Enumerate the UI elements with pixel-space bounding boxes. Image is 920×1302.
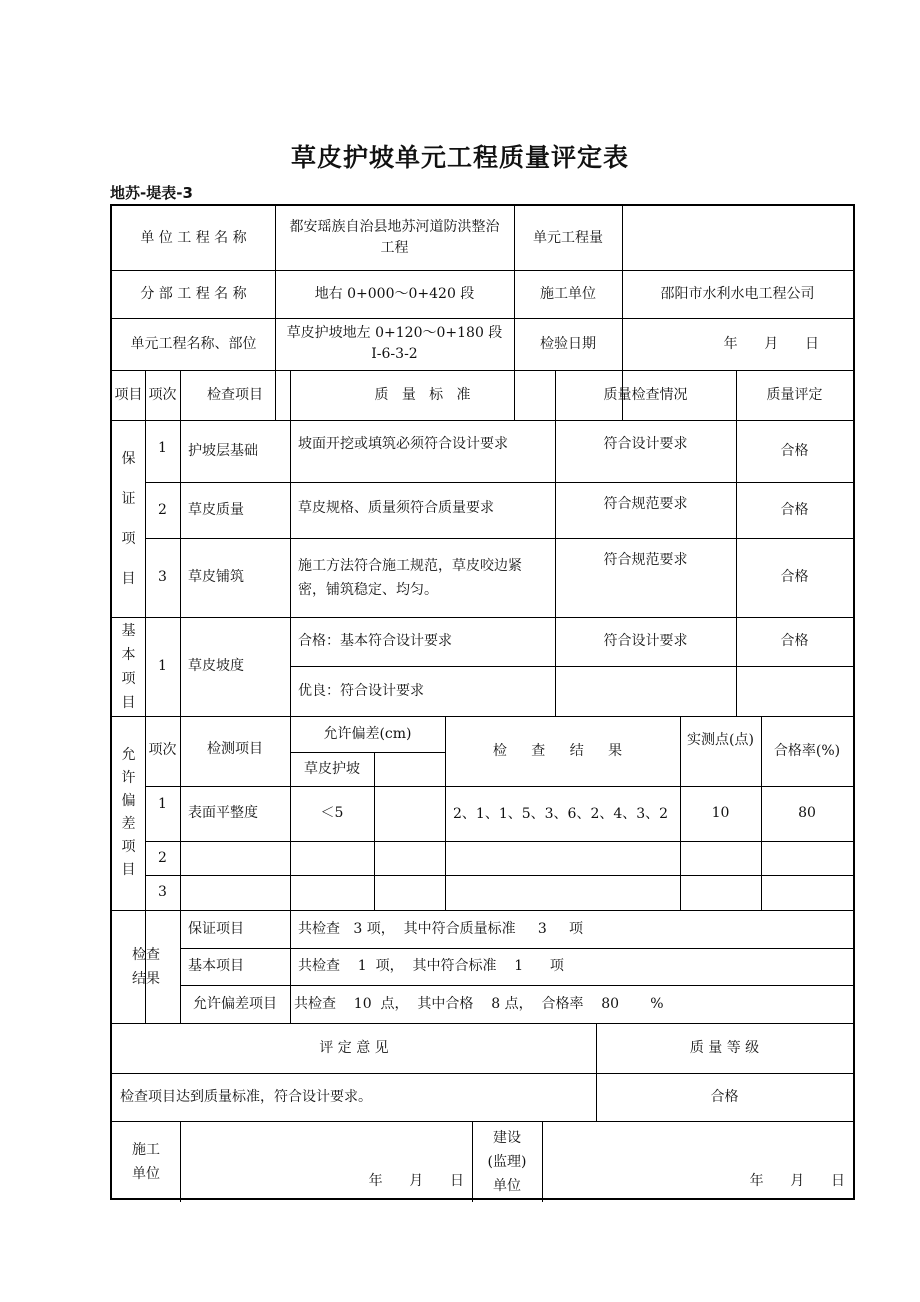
basic-section-label — [112, 617, 145, 716]
label-char: 目 — [121, 694, 136, 711]
label-char: 项 — [121, 530, 136, 547]
inspection-date-value: 年 月 日 — [723, 335, 819, 352]
label-text: (监理) — [487, 1153, 527, 1170]
summary-basic-text: 共检查 1 项， 其中符合标准 1 项 — [298, 958, 564, 974]
col-situation: 质量检查情况 — [603, 386, 688, 403]
tolerance-row-1-allow: ＜5 — [320, 805, 344, 821]
label-char: 证 — [121, 490, 136, 507]
element-name-value — [275, 318, 514, 370]
element-name-line-2: Ⅰ-6-3-2 — [371, 346, 418, 362]
tolerance-row-1-rate: 80 — [798, 805, 816, 821]
label-char: 目 — [121, 570, 136, 587]
tolerance-row-3-no: 3 — [158, 884, 167, 900]
col-item: 项目 — [114, 386, 143, 403]
guarantee-row-1-situation: 符合设计要求 — [603, 436, 688, 452]
tolerance-row-2-no: 2 — [158, 849, 167, 866]
unit-project-value: 都安瑶族自治县地苏河道防洪整治工程 — [289, 219, 500, 256]
guarantee-row-2-standard: 草皮规格、质量须符合质量要求 — [298, 499, 494, 516]
label-text: 检查 — [132, 946, 160, 963]
tolerance-col-points: 实测点(点) — [687, 732, 754, 748]
summary-label — [112, 910, 180, 1023]
tolerance-col-item: 检测项目 — [207, 740, 263, 757]
label-char: 目 — [121, 862, 136, 878]
col-check-item: 检查项目 — [207, 386, 263, 403]
label-char: 差 — [121, 816, 136, 832]
label-text: 施工 — [132, 1141, 160, 1158]
form-code: 地苏-堤表-3 — [110, 184, 193, 202]
col-rating: 质量评定 — [766, 386, 823, 403]
label-char: 本 — [121, 646, 136, 663]
page-title: 草皮护坡单元工程质量评定表 — [290, 143, 629, 172]
tolerance-row-1-points: 10 — [711, 805, 730, 821]
tolerance-col-rate: 合格率(%) — [773, 742, 841, 759]
element-quantity-value — [622, 206, 853, 270]
element-name-line-1: 草皮护坡地左 0+120～0+180 段 — [286, 325, 503, 341]
element-name-label: 单元工程名称、部位 — [130, 335, 257, 352]
summary-basic-label: 基本项目 — [188, 958, 244, 974]
opinion-text: 检查项目达到质量标准，符合设计要求。 — [120, 1088, 372, 1105]
guarantee-row-1-item: 护坡层基础 — [188, 442, 258, 459]
label-char: 基 — [121, 622, 136, 639]
tolerance-row-1-no: 1 — [158, 796, 167, 812]
guarantee-row-2-no: 2 — [158, 501, 167, 518]
col-standard: 质 量 标 准 — [374, 386, 471, 403]
guarantee-row-3-rating: 合格 — [780, 569, 809, 585]
guarantee-row-3-standard: 施工方法符合施工规范，草皮咬边紧密，铺筑稳定、均匀。 — [298, 557, 522, 598]
basic-standard-pass: 合格：基本符合设计要求 — [298, 633, 452, 649]
unit-project-label: 单 位 工 程 名 称 — [140, 229, 247, 246]
guarantee-row-1-no: 1 — [158, 440, 167, 456]
construction-unit-label: 施工单位 — [540, 285, 596, 302]
opinion-label: 评 定 意 见 — [319, 1039, 389, 1056]
guarantee-row-2-rating: 合格 — [780, 501, 809, 518]
guarantee-row-3-no: 3 — [158, 569, 167, 585]
summary-tolerance-label: 允许偏差项目 — [193, 995, 277, 1012]
label-char: 保 — [121, 450, 136, 467]
summary-tolerance-text: 共检查 10 点， 其中合格 8 点， 合格率 80 % — [294, 995, 664, 1012]
label-text: 单位 — [132, 1165, 160, 1182]
supervision-sign-date: 年 月 日 — [749, 1173, 845, 1189]
supervision-sign-label — [472, 1121, 542, 1202]
col-no: 项次 — [148, 386, 177, 403]
basic-rating: 合格 — [780, 633, 809, 649]
guarantee-row-3-situation: 符合规范要求 — [603, 552, 688, 568]
construction-sign-date: 年 月 日 — [368, 1173, 464, 1189]
construction-unit-value: 邵阳市水利水电工程公司 — [660, 285, 815, 302]
sub-project-value: 地右 0+000～0+420 段 — [314, 285, 475, 302]
guarantee-row-3-item: 草皮铺筑 — [188, 569, 244, 585]
element-quantity-label: 单元工程量 — [533, 229, 603, 246]
tolerance-col-allow: 允许偏差(cm) — [323, 725, 412, 742]
basic-row-item: 草皮坡度 — [188, 658, 244, 674]
basic-situation: 符合设计要求 — [603, 633, 688, 649]
inspection-date-label: 检验日期 — [540, 335, 596, 352]
guarantee-row-1-rating: 合格 — [780, 442, 809, 459]
guarantee-row-2-item: 草皮质量 — [188, 501, 244, 518]
quality-evaluation-table — [110, 204, 855, 1200]
basic-standard-excellent: 优良：符合设计要求 — [298, 682, 424, 699]
grade-value: 合格 — [710, 1088, 739, 1105]
label-text: 建设 — [493, 1129, 521, 1146]
grade-label: 质 量 等 级 — [689, 1039, 760, 1056]
basic-row-no: 1 — [158, 658, 167, 674]
guarantee-row-1-standard: 坡面开挖或填筑必须符合设计要求 — [298, 436, 508, 452]
tolerance-section-label — [112, 716, 145, 910]
label-text: 单位 — [493, 1177, 521, 1194]
tolerance-col-result: 检 查 结 果 — [492, 742, 633, 759]
construction-sign-label — [112, 1121, 180, 1202]
tolerance-row-1-result: 2、1、1、5、3、6、2、4、3、2 — [453, 805, 669, 822]
label-text: 结果 — [132, 970, 160, 987]
label-char: 项 — [121, 670, 136, 687]
summary-guarantee-text: 共检查 3 项， 其中符合质量标准 3 项 — [298, 920, 584, 937]
guarantee-section-label — [112, 420, 145, 617]
tolerance-col-no: 项次 — [148, 742, 177, 758]
sub-project-label: 分 部 工 程 名 称 — [140, 285, 247, 302]
tolerance-row-1-item: 表面平整度 — [188, 805, 258, 821]
tolerance-col-allow-sub: 草皮护坡 — [304, 760, 360, 777]
label-char: 许 — [121, 770, 136, 786]
label-char: 项 — [121, 839, 136, 855]
label-char: 允 — [121, 747, 136, 763]
guarantee-row-2-situation: 符合规范要求 — [603, 496, 688, 512]
label-char: 偏 — [121, 793, 136, 809]
summary-guarantee-label: 保证项目 — [188, 920, 244, 937]
